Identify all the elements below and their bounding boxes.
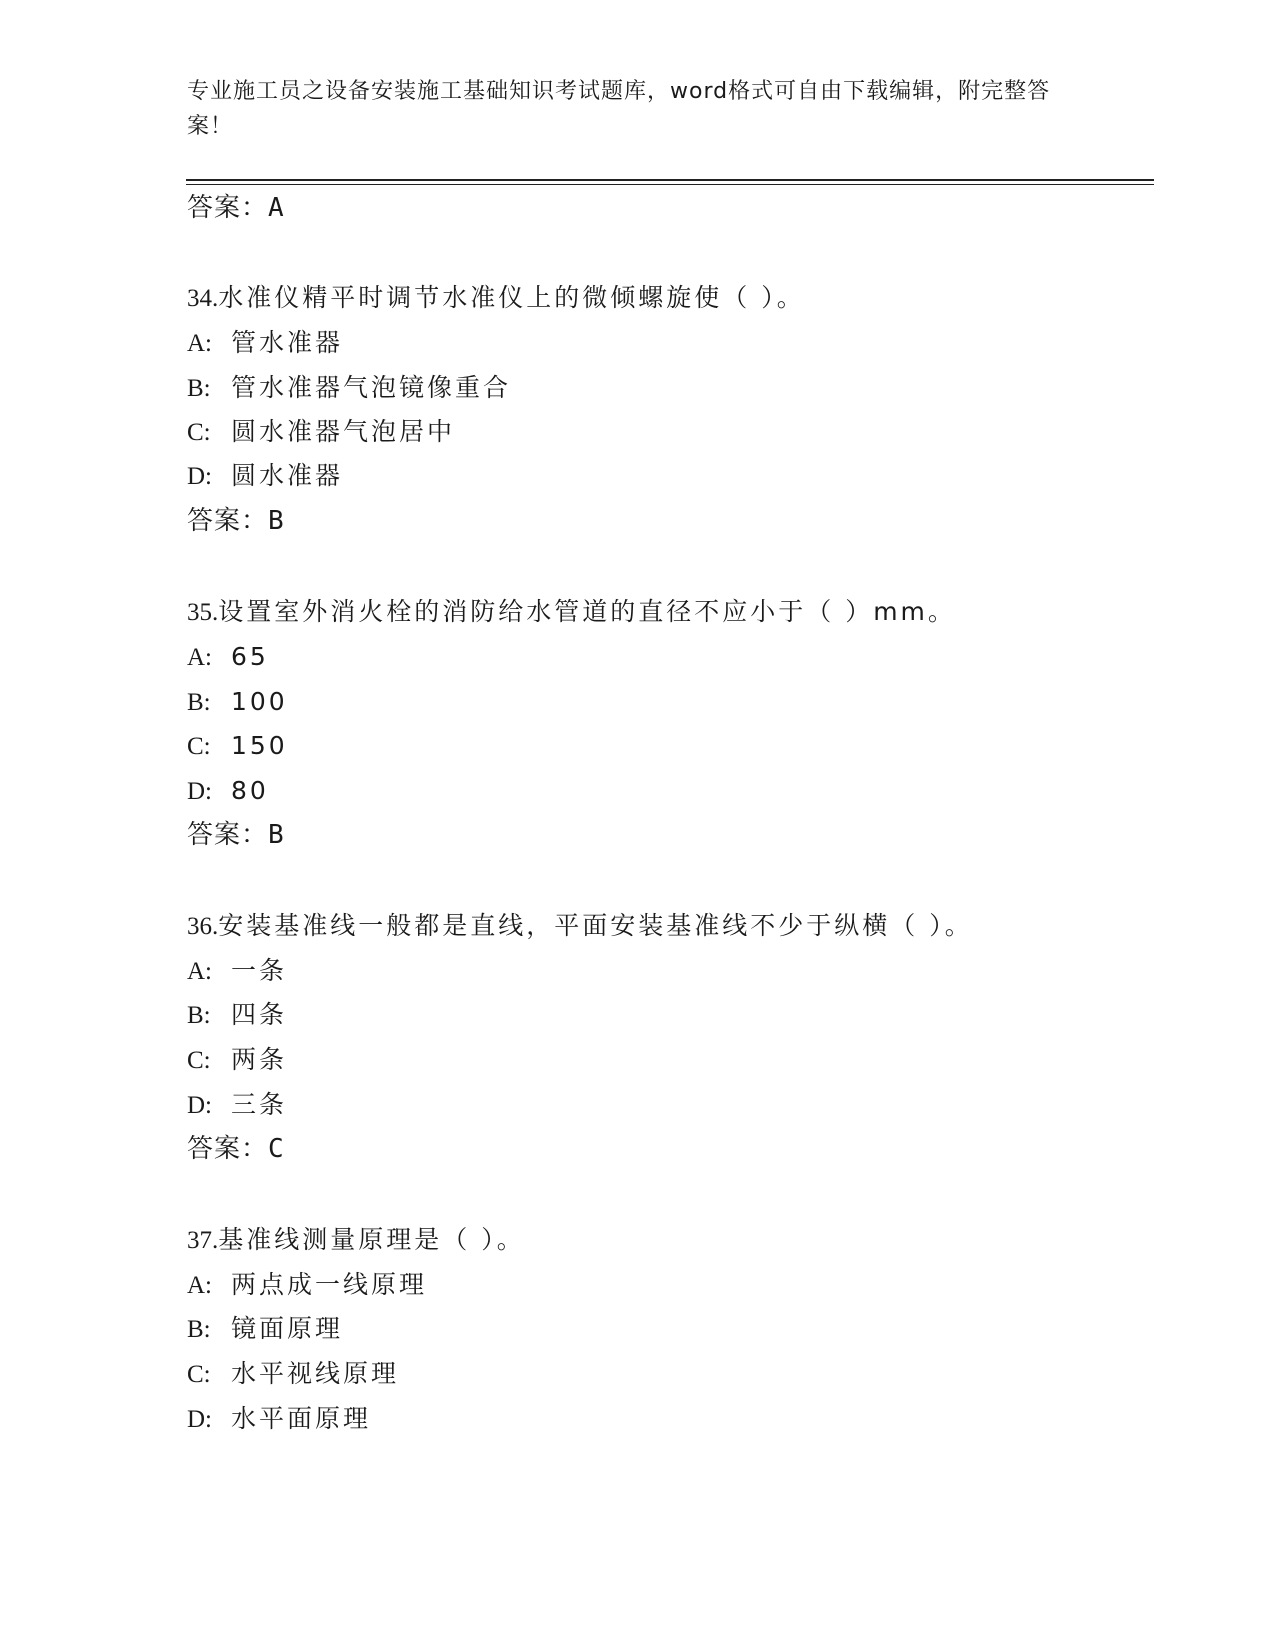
question-text: 水准仪精平时调节水准仪上的微倾螺旋使（ ）。 — [218, 283, 805, 312]
question-text: 安装基准线一般都是直线，平面安装基准线不少于纵横（ ）。 — [218, 911, 973, 940]
question-stem — [187, 910, 973, 943]
option-a — [187, 1269, 427, 1302]
answer — [187, 505, 285, 537]
answer-value: C — [268, 1134, 285, 1164]
option-d — [187, 460, 343, 493]
option-b — [187, 372, 511, 405]
option-text: 圆水准器气泡居中 — [231, 417, 456, 446]
option-d — [187, 1089, 287, 1122]
option-a — [187, 955, 287, 988]
header-rule-thick — [186, 179, 1154, 181]
option-b — [187, 1313, 343, 1346]
question-number: 37. — [187, 1227, 219, 1254]
option-b — [187, 686, 288, 719]
option-letter: C: — [187, 733, 211, 760]
option-b — [187, 999, 287, 1032]
page-header: 专业施工员之设备安装施工基础知识考试题库，word格式可自由下载编辑，附完整答案！ — [187, 79, 1051, 139]
option-c — [187, 416, 455, 449]
answer-label: 答案： — [187, 1134, 269, 1164]
option-letter: C: — [187, 1047, 211, 1074]
option-text: 管水准器气泡镜像重合 — [231, 373, 512, 402]
option-text: 一条 — [231, 956, 288, 985]
option-letter: D: — [187, 778, 212, 805]
option-letter: C: — [187, 419, 211, 446]
option-text: 65 — [231, 642, 269, 671]
option-d — [187, 775, 269, 808]
question-stem — [187, 1224, 525, 1257]
question-stem — [187, 596, 956, 629]
answer — [187, 1133, 285, 1165]
question-number: 34. — [187, 285, 219, 312]
option-letter: D: — [187, 1092, 212, 1119]
option-letter: B: — [187, 375, 211, 402]
option-letter: D: — [187, 1406, 212, 1433]
option-text: 水平面原理 — [231, 1404, 372, 1433]
question-stem — [187, 282, 805, 315]
answer — [187, 819, 285, 851]
question-text: 设置室外消火栓的消防给水管道的直径不应小于（ ）mm。 — [218, 597, 956, 626]
option-text: 四条 — [231, 1000, 288, 1029]
option-text: 镜面原理 — [231, 1314, 344, 1343]
question-text: 基准线测量原理是（ ）。 — [218, 1225, 525, 1254]
question-number: 35. — [187, 599, 219, 626]
header-rule-thin — [186, 184, 1154, 185]
option-c — [187, 1044, 287, 1077]
answer-value: B — [268, 820, 285, 850]
option-letter: A: — [187, 1272, 212, 1299]
option-c — [187, 1358, 399, 1391]
option-letter: A: — [187, 958, 212, 985]
option-text: 管水准器 — [231, 328, 344, 357]
option-letter: A: — [187, 644, 212, 671]
option-letter: B: — [187, 689, 211, 716]
option-d — [187, 1403, 371, 1436]
option-text: 两条 — [231, 1045, 288, 1074]
option-letter: D: — [187, 463, 212, 490]
option-letter: B: — [187, 1002, 211, 1029]
answer-value: B — [268, 506, 285, 536]
option-text: 两点成一线原理 — [231, 1270, 428, 1299]
option-c — [187, 730, 288, 763]
answer-label: 答案： — [187, 193, 269, 223]
option-text: 150 — [231, 731, 288, 760]
option-a — [187, 641, 269, 674]
option-text: 80 — [231, 776, 269, 805]
option-a — [187, 327, 343, 360]
question-number: 36. — [187, 913, 219, 940]
option-letter: A: — [187, 330, 212, 357]
option-text: 三条 — [231, 1090, 288, 1119]
option-text: 100 — [231, 687, 288, 716]
answer-value: A — [268, 193, 285, 223]
option-letter: B: — [187, 1316, 211, 1343]
option-text: 水平视线原理 — [231, 1359, 400, 1388]
answer-label: 答案： — [187, 506, 269, 536]
option-letter: C: — [187, 1361, 211, 1388]
option-text: 圆水准器 — [231, 461, 344, 490]
prev-answer — [187, 192, 285, 224]
answer-label: 答案： — [187, 820, 269, 850]
